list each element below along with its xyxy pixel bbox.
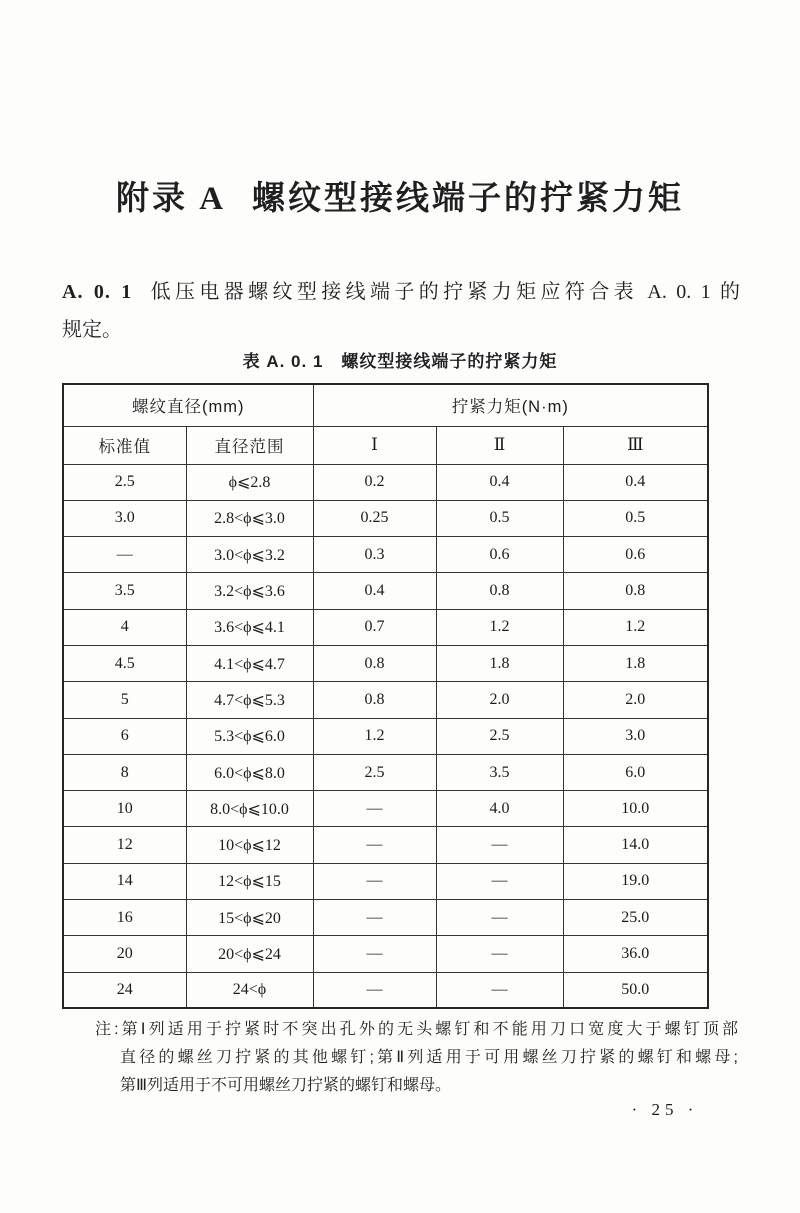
table-row <box>63 718 708 754</box>
table-cell: 3.5 <box>63 573 186 609</box>
table-cell: 3.0 <box>563 718 708 754</box>
table-cell: 0.5 <box>436 500 563 536</box>
table-cell: — <box>436 972 563 1008</box>
table-cell: — <box>436 936 563 972</box>
header-standard-value: 标准值 <box>63 426 186 464</box>
table-cell: 2.5 <box>63 464 186 500</box>
appendix-heading-label: 附录 A <box>115 181 227 217</box>
table-row <box>63 936 708 972</box>
table-cell: — <box>63 537 186 573</box>
torque-table <box>62 383 709 1009</box>
table-cell: 2.5 <box>313 754 436 790</box>
clause-label: A. 0. 1 <box>62 281 133 303</box>
table-cell: 0.7 <box>313 609 436 645</box>
note-line: 注:第Ⅰ列适用于拧紧时不突出孔外的无头螺钉和不能用刀口宽度大于螺钉顶部 <box>95 1021 738 1038</box>
table-cell: 4.0 <box>436 791 563 827</box>
table-cell: — <box>313 972 436 1008</box>
table-row <box>63 537 708 573</box>
table-cell: 1.2 <box>313 718 436 754</box>
table-cell: 0.5 <box>563 500 708 536</box>
table-cell: 2.0 <box>436 682 563 718</box>
table-cell: 16 <box>63 900 186 936</box>
table-row <box>63 500 708 536</box>
table-cell: — <box>313 936 436 972</box>
table-cell: 6 <box>63 718 186 754</box>
table-cell: 10.0 <box>563 791 708 827</box>
table-cell: 0.8 <box>313 645 436 681</box>
table-row <box>63 464 708 500</box>
note-line: 直径的螺丝刀拧紧的其他螺钉;第Ⅱ列适用于可用螺丝刀拧紧的螺钉和螺母; <box>120 1049 738 1066</box>
table-cell: — <box>436 827 563 863</box>
table-cell: 12 <box>63 827 186 863</box>
table-row <box>63 900 708 936</box>
clause-text: 低压电器螺纹型接线端子的拧紧力矩应符合表 A. 0. 1 的 <box>146 281 740 303</box>
table-cell: 0.4 <box>436 464 563 500</box>
table-cell: 0.6 <box>436 537 563 573</box>
table-caption: 表 A. 0. 1 螺纹型接线端子的拧紧力矩 <box>242 352 558 371</box>
clause-paragraph <box>62 273 740 349</box>
table-row <box>63 863 708 899</box>
table-cell: 0.3 <box>313 537 436 573</box>
table-cell: 3.0<ϕ⩽3.2 <box>186 537 313 573</box>
table-cell: — <box>313 827 436 863</box>
table-cell: 20 <box>63 936 186 972</box>
table-note <box>95 1016 738 1100</box>
table-row <box>63 645 708 681</box>
appendix-heading <box>0 172 800 219</box>
appendix-heading-title: 螺纹型接线端子的拧紧力矩 <box>252 181 685 217</box>
table-row <box>63 682 708 718</box>
table-cell: — <box>436 900 563 936</box>
table-cell: 3.2<ϕ⩽3.6 <box>186 573 313 609</box>
table-cell: 4.5 <box>63 645 186 681</box>
table-cell: 0.2 <box>313 464 436 500</box>
table-cell: 0.4 <box>313 573 436 609</box>
table-cell: 5.3<ϕ⩽6.0 <box>186 718 313 754</box>
table-row <box>63 573 708 609</box>
note-line: 第Ⅲ列适用于不可用螺丝刀拧紧的螺钉和螺母。 <box>120 1077 452 1094</box>
table-cell: 50.0 <box>563 972 708 1008</box>
table-cell: 15<ϕ⩽20 <box>186 900 313 936</box>
table-cell: 25.0 <box>563 900 708 936</box>
table-subheader-row <box>63 426 708 464</box>
table-row <box>63 972 708 1008</box>
table-cell: 10<ϕ⩽12 <box>186 827 313 863</box>
table-cell: — <box>436 863 563 899</box>
table-group-header-row <box>63 384 708 426</box>
clause-line-1 <box>62 273 740 311</box>
page-number: · 25 · <box>631 1100 699 1119</box>
header-diameter-range: 直径范围 <box>186 426 313 464</box>
table-cell: 4.1<ϕ⩽4.7 <box>186 645 313 681</box>
table-cell: 4 <box>63 609 186 645</box>
table-row <box>63 791 708 827</box>
header-tightening-torque: 拧紧力矩(N·m) <box>313 384 708 426</box>
table-cell: 4.7<ϕ⩽5.3 <box>186 682 313 718</box>
table-cell: 2.0 <box>563 682 708 718</box>
table-cell: 12<ϕ⩽15 <box>186 863 313 899</box>
table-cell: 5 <box>63 682 186 718</box>
table-cell: 2.8<ϕ⩽3.0 <box>186 500 313 536</box>
table-cell: 10 <box>63 791 186 827</box>
clause-line-2: 规定。 <box>62 319 122 341</box>
table-cell: 0.8 <box>436 573 563 609</box>
table-cell: 0.8 <box>563 573 708 609</box>
header-column-iii: Ⅲ <box>563 426 708 464</box>
table-cell: — <box>313 863 436 899</box>
table-cell: 14 <box>63 863 186 899</box>
table-cell: 1.2 <box>563 609 708 645</box>
table-cell: 36.0 <box>563 936 708 972</box>
table-cell: ϕ⩽2.8 <box>186 464 313 500</box>
table-cell: 6.0<ϕ⩽8.0 <box>186 754 313 790</box>
table-cell: 24<ϕ <box>186 972 313 1008</box>
table-cell: 0.6 <box>563 537 708 573</box>
header-column-ii: Ⅱ <box>436 426 563 464</box>
table-cell: 3.6<ϕ⩽4.1 <box>186 609 313 645</box>
table-cell: 20<ϕ⩽24 <box>186 936 313 972</box>
header-thread-diameter: 螺纹直径(mm) <box>63 384 313 426</box>
table-cell: 0.25 <box>313 500 436 536</box>
table-cell: 2.5 <box>436 718 563 754</box>
table-cell: 24 <box>63 972 186 1008</box>
table-cell: — <box>313 791 436 827</box>
table-cell: 3.0 <box>63 500 186 536</box>
table-cell: 1.8 <box>436 645 563 681</box>
table-row <box>63 609 708 645</box>
table-cell: 0.8 <box>313 682 436 718</box>
header-column-i: Ⅰ <box>313 426 436 464</box>
table-cell: 1.2 <box>436 609 563 645</box>
table-cell: 6.0 <box>563 754 708 790</box>
table-cell: 0.4 <box>563 464 708 500</box>
table-cell: 3.5 <box>436 754 563 790</box>
table-cell: 14.0 <box>563 827 708 863</box>
table-cell: — <box>313 900 436 936</box>
table-cell: 8.0<ϕ⩽10.0 <box>186 791 313 827</box>
table-cell: 19.0 <box>563 863 708 899</box>
table-body <box>63 464 708 1008</box>
table-cell: 8 <box>63 754 186 790</box>
table-row <box>63 754 708 790</box>
table-row <box>63 827 708 863</box>
table-cell: 1.8 <box>563 645 708 681</box>
